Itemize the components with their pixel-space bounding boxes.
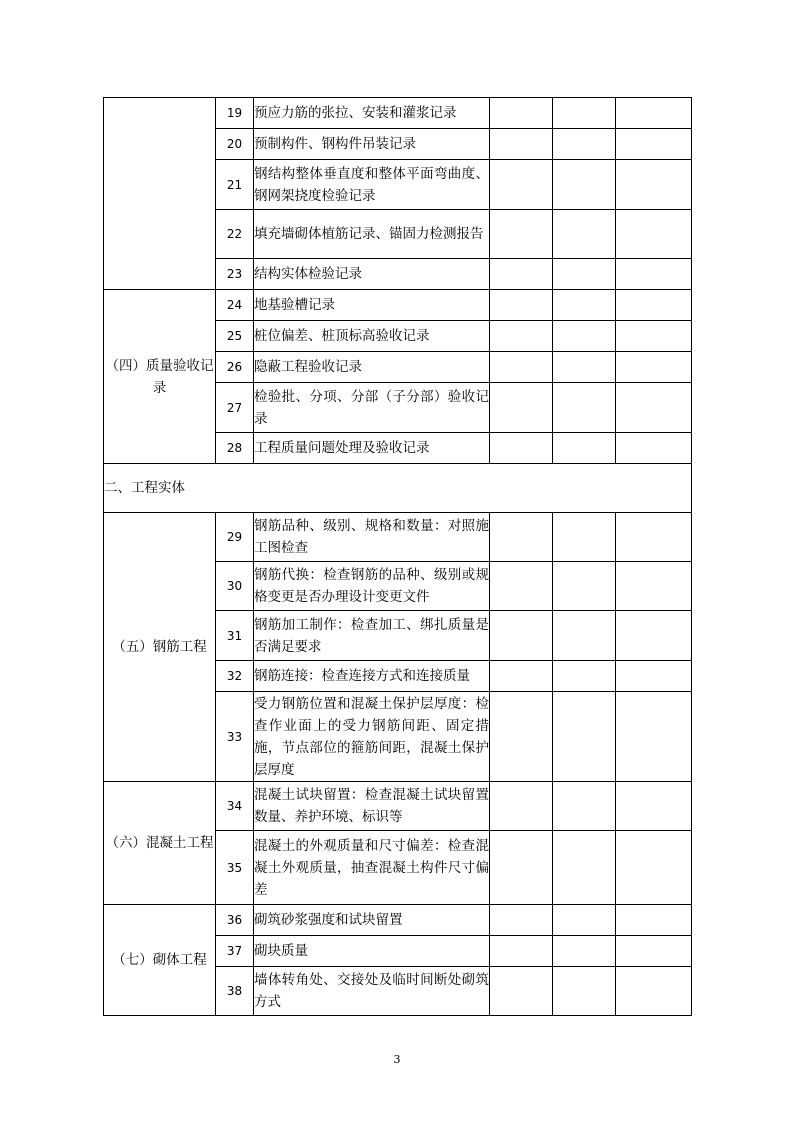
blank-cell xyxy=(490,562,553,611)
blank-cell xyxy=(490,611,553,661)
row-number: 33 xyxy=(216,692,254,782)
inspection-table xyxy=(103,97,692,1016)
blank-cell xyxy=(490,98,553,129)
blank-cell xyxy=(616,383,692,433)
blank-cell xyxy=(553,98,616,129)
blank-cell xyxy=(553,433,616,464)
blank-cell xyxy=(553,611,616,661)
blank-cell xyxy=(553,967,616,1016)
check-item: 地基验槽记录 xyxy=(254,290,490,321)
blank-cell xyxy=(553,831,616,905)
row-number: 28 xyxy=(216,433,254,464)
blank-cell xyxy=(490,661,553,692)
row-number: 36 xyxy=(216,905,254,936)
page-number: 3 xyxy=(393,1053,401,1066)
blank-cell xyxy=(553,321,616,352)
blank-cell xyxy=(616,98,692,129)
blank-cell xyxy=(553,210,616,259)
check-item: 钢筋加工制作：检查加工、绑扎质量是否满足要求 xyxy=(254,611,490,661)
row-number: 34 xyxy=(216,782,254,831)
blank-cell xyxy=(553,513,616,562)
check-item: 结构实体检验记录 xyxy=(254,259,490,290)
blank-cell xyxy=(616,611,692,661)
category-rebar-works: （五）钢筋工程 xyxy=(104,513,216,782)
blank-cell xyxy=(616,562,692,611)
row-number: 20 xyxy=(216,129,254,160)
check-item: 受力钢筋位置和混凝土保护层厚度：检查作业面上的受力钢筋间距、固定措施，节点部位的箍筋间距，混凝土保护层厚度 xyxy=(254,692,490,782)
blank-cell xyxy=(490,692,553,782)
check-item: 预应力筋的张拉、安装和灌浆记录 xyxy=(254,98,490,129)
check-item: 填充墙砌体植筋记录、锚固力检测报告 xyxy=(254,210,490,259)
check-item: 隐蔽工程验收记录 xyxy=(254,352,490,383)
blank-cell xyxy=(553,661,616,692)
blank-cell xyxy=(553,290,616,321)
blank-cell xyxy=(553,129,616,160)
row-number: 38 xyxy=(216,967,254,1016)
blank-cell xyxy=(616,661,692,692)
check-item: 预制构件、钢构件吊装记录 xyxy=(254,129,490,160)
row-number: 27 xyxy=(216,383,254,433)
blank-cell xyxy=(616,692,692,782)
check-item: 钢筋代换：检查钢筋的品种、级别或规格变更是否办理设计变更文件 xyxy=(254,562,490,611)
row-number: 37 xyxy=(216,936,254,967)
check-item: 钢筋品种、级别、规格和数量：对照施工图检查 xyxy=(254,513,490,562)
blank-cell xyxy=(616,831,692,905)
row-number: 22 xyxy=(216,210,254,259)
section-row xyxy=(104,464,692,513)
blank-cell xyxy=(490,936,553,967)
row-number: 31 xyxy=(216,611,254,661)
blank-cell xyxy=(616,782,692,831)
blank-cell xyxy=(616,905,692,936)
blank-cell xyxy=(616,352,692,383)
blank-cell xyxy=(553,692,616,782)
row-number: 21 xyxy=(216,160,254,210)
row-number: 26 xyxy=(216,352,254,383)
blank-cell xyxy=(490,290,553,321)
check-item: 混凝土试块留置：检查混凝土试块留置数量、养护环境、标识等 xyxy=(254,782,490,831)
blank-cell xyxy=(490,259,553,290)
check-item: 砌筑砂浆强度和试块留置 xyxy=(254,905,490,936)
row-number: 24 xyxy=(216,290,254,321)
blank-cell xyxy=(490,831,553,905)
check-item: 混凝土的外观质量和尺寸偏差：检查混凝土外观质量，抽查混凝土构件尺寸偏差 xyxy=(254,831,490,905)
row-number: 25 xyxy=(216,321,254,352)
blank-cell xyxy=(490,513,553,562)
blank-cell xyxy=(616,160,692,210)
blank-cell xyxy=(553,905,616,936)
blank-cell xyxy=(616,290,692,321)
row-number: 32 xyxy=(216,661,254,692)
blank-cell xyxy=(490,967,553,1016)
category-concrete-works: （六）混凝土工程 xyxy=(104,782,216,905)
blank-cell xyxy=(553,936,616,967)
blank-cell xyxy=(490,160,553,210)
blank-cell xyxy=(490,352,553,383)
blank-cell xyxy=(616,129,692,160)
blank-cell xyxy=(553,352,616,383)
blank-cell xyxy=(490,321,553,352)
row-number: 29 xyxy=(216,513,254,562)
blank-cell xyxy=(616,321,692,352)
check-item: 砌块质量 xyxy=(254,936,490,967)
blank-cell xyxy=(616,936,692,967)
blank-cell xyxy=(490,782,553,831)
blank-cell xyxy=(490,210,553,259)
table-row xyxy=(104,98,692,129)
check-item: 检验批、分项、分部（子分部）验收记录 xyxy=(254,383,490,433)
table-row xyxy=(104,513,692,562)
blank-cell xyxy=(616,433,692,464)
check-item: 钢结构整体垂直度和整体平面弯曲度、钢网架挠度检验记录 xyxy=(254,160,490,210)
check-item: 工程质量问题处理及验收记录 xyxy=(254,433,490,464)
blank-cell xyxy=(616,967,692,1016)
section-heading: 二、工程实体 xyxy=(104,464,692,513)
blank-cell xyxy=(553,259,616,290)
blank-cell xyxy=(616,210,692,259)
blank-cell xyxy=(616,259,692,290)
blank-cell xyxy=(490,433,553,464)
table-row xyxy=(104,290,692,321)
blank-cell xyxy=(553,562,616,611)
table-row xyxy=(104,905,692,936)
check-item: 钢筋连接：检查连接方式和连接质量 xyxy=(254,661,490,692)
blank-cell xyxy=(553,160,616,210)
category-masonry-works: （七）砌体工程 xyxy=(104,905,216,1016)
row-number: 19 xyxy=(216,98,254,129)
table-row xyxy=(104,782,692,831)
blank-cell xyxy=(490,905,553,936)
check-item: 墙体转角处、交接处及临时间断处砌筑方式 xyxy=(254,967,490,1016)
blank-cell xyxy=(553,782,616,831)
row-number: 35 xyxy=(216,831,254,905)
category-cell-continued xyxy=(104,98,216,290)
blank-cell xyxy=(490,383,553,433)
row-number: 23 xyxy=(216,259,254,290)
blank-cell xyxy=(490,129,553,160)
blank-cell xyxy=(616,513,692,562)
blank-cell xyxy=(553,383,616,433)
row-number: 30 xyxy=(216,562,254,611)
check-item: 桩位偏差、桩顶标高验收记录 xyxy=(254,321,490,352)
category-quality-acceptance: （四）质量验收记录 xyxy=(104,290,216,464)
